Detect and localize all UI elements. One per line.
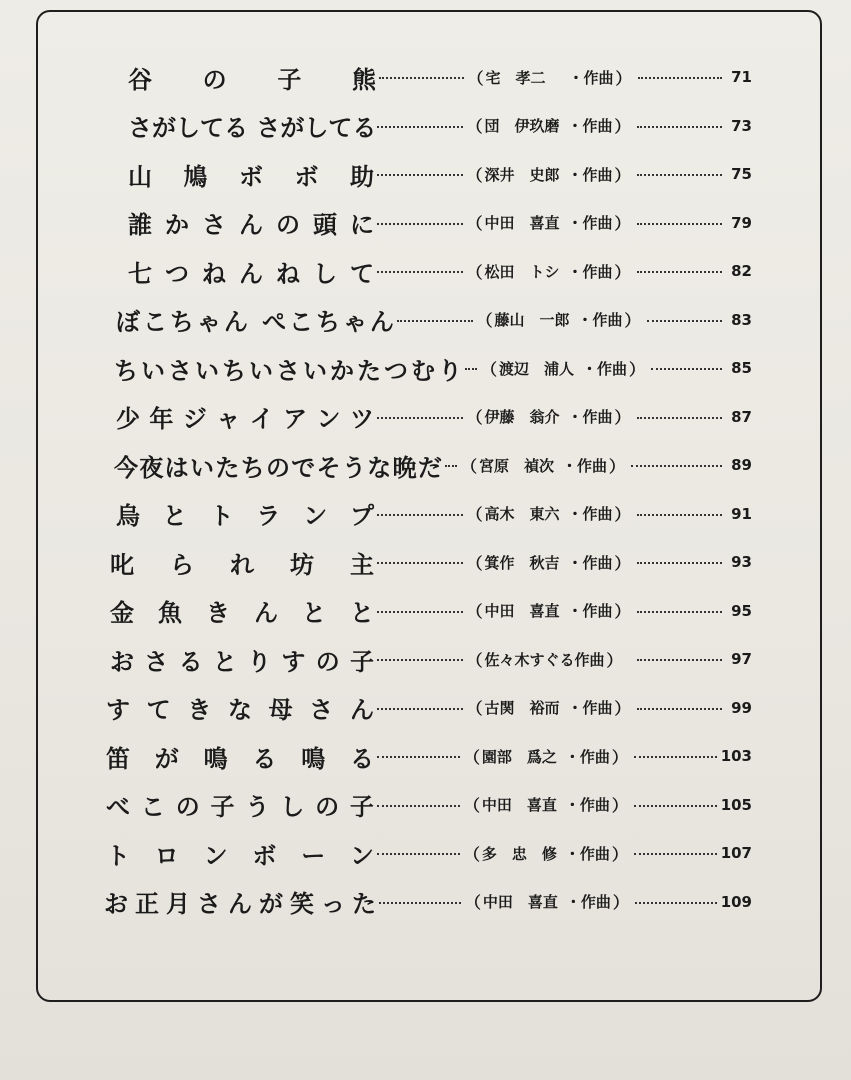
close-paren: ） (612, 893, 629, 913)
song-title: す て き な 母 さ ん (106, 696, 374, 725)
page-dot-leader (637, 514, 723, 516)
composer-credit (462, 745, 630, 768)
composer-credit (479, 357, 647, 380)
dot-leader (377, 271, 463, 273)
song-title: さ が し て る さ が し て る (128, 114, 377, 143)
page-dot-leader (637, 659, 723, 661)
page-number: 83 (731, 310, 752, 329)
dot-leader (379, 77, 464, 79)
composer-name: 高木 東六 (484, 505, 560, 524)
close-paren: ） (614, 699, 631, 719)
composer-role: ・作曲 (567, 602, 613, 621)
composer-credit (459, 454, 627, 477)
dot-leader (377, 805, 460, 807)
page-number: 89 (731, 456, 752, 475)
close-paren: ） (624, 311, 641, 331)
composer-credit (465, 114, 633, 137)
close-paren: ） (614, 553, 631, 573)
open-paren: （ (466, 602, 483, 622)
open-paren: （ (464, 893, 481, 913)
close-paren: ） (611, 747, 628, 767)
close-paren: ） (614, 602, 631, 622)
composer-name: 園部 爲之 (481, 747, 557, 766)
dot-leader (377, 514, 463, 516)
composer-name: 渡辺 浦人 (499, 359, 575, 378)
page-number: 105 (720, 795, 752, 814)
composer-name: 多 忠 修 (481, 844, 557, 863)
page-dot-leader (635, 902, 717, 904)
dot-leader (377, 611, 463, 613)
page-dot-leader (651, 368, 722, 370)
open-paren: （ (466, 699, 483, 719)
page-number: 85 (731, 359, 752, 378)
page-dot-leader (634, 853, 717, 855)
page-number: 99 (731, 698, 752, 717)
composer-name: 中田 喜直 (484, 602, 560, 621)
composer-credit (465, 696, 633, 719)
page-number: 75 (731, 165, 752, 184)
page-dot-leader (637, 611, 723, 613)
composer-role: ・作曲 (567, 117, 613, 136)
toc-entry (104, 878, 752, 927)
composer-name: 中田 喜直 (482, 893, 558, 912)
song-title: ぼ こ ち ゃ ん ぺ こ ち ゃ ん (116, 308, 394, 337)
close-paren: ） (614, 214, 631, 234)
open-paren: （ (481, 359, 498, 379)
table-of-contents (104, 53, 752, 949)
composer-role: ・作曲 (565, 893, 611, 912)
song-title: 谷 の 子 熊 (128, 65, 376, 94)
song-title: べ こ の 子 う し の 子 (106, 793, 374, 822)
open-paren: （ (463, 844, 480, 864)
close-paren: ） (608, 456, 625, 476)
open-paren: （ (466, 650, 483, 670)
composer-credit (465, 599, 633, 622)
toc-entry (104, 296, 752, 345)
close-paren: ） (614, 408, 631, 428)
dot-leader (377, 659, 463, 661)
dot-leader (377, 562, 463, 564)
composer-role: ・作曲 (564, 844, 610, 863)
composer-role: ・作曲 (567, 699, 613, 718)
song-title: 少 年 ジ ャ イ ア ン ツ (116, 405, 374, 434)
composer-name: 藤山 一郎 (494, 311, 570, 330)
composer-role: ・作曲 (577, 311, 623, 330)
open-paren: （ (466, 165, 483, 185)
open-paren: （ (466, 262, 483, 282)
toc-entry (104, 829, 752, 878)
song-title: 今 夜 は い た ち の で そ う な 晩 だ (114, 453, 442, 482)
page-dot-leader (637, 562, 723, 564)
composer-role: ・作曲 (568, 68, 614, 87)
composer-credit (466, 66, 634, 89)
composer-credit (465, 211, 633, 234)
open-paren: （ (466, 117, 483, 137)
open-paren: （ (466, 505, 483, 525)
composer-credit (465, 648, 633, 671)
dot-leader (377, 708, 463, 710)
song-title: 金 魚 き ん と と (110, 599, 374, 628)
page-dot-leader (637, 271, 723, 273)
page-number: 109 (720, 892, 752, 911)
page-dot-leader (638, 77, 723, 79)
composer-role: ・作曲 (567, 165, 613, 184)
song-title: ト ロ ン ボ ー ン (106, 841, 374, 870)
close-paren: ） (614, 165, 631, 185)
composer-role: ・作曲 (567, 505, 613, 524)
toc-entry (104, 199, 752, 248)
page-number: 82 (731, 262, 752, 281)
song-title: お さ る と り す の 子 (110, 647, 374, 676)
dot-leader (379, 902, 461, 904)
toc-entry (104, 538, 752, 587)
toc-entry (104, 150, 752, 199)
page-number: 87 (731, 407, 752, 426)
open-paren: （ (466, 553, 483, 573)
page-dot-leader (637, 174, 723, 176)
close-paren: ） (614, 117, 631, 137)
composer-role: ・作曲 (567, 214, 613, 233)
page-number: 103 (720, 747, 752, 766)
open-paren: （ (476, 311, 493, 331)
open-paren: （ (467, 68, 484, 88)
composer-name: 伊藤 翁介 (484, 408, 560, 427)
composer-role: ・作曲 (564, 796, 610, 815)
page-dot-leader (647, 320, 723, 322)
open-paren: （ (463, 796, 480, 816)
composer-name: 中田 喜直 (481, 796, 557, 815)
toc-entry (104, 393, 752, 442)
toc-entry (104, 344, 752, 393)
close-paren: ） (611, 796, 628, 816)
composer-role: 作曲 (574, 650, 605, 669)
song-title: ち い さ い ち い さ い か た つ む り (114, 356, 462, 385)
close-paren: ） (614, 262, 631, 282)
composer-role: ・作曲 (564, 747, 610, 766)
composer-role: ・作曲 (567, 408, 613, 427)
composer-role: ・作曲 (567, 262, 613, 281)
close-paren: ） (615, 68, 632, 88)
open-paren: （ (461, 456, 478, 476)
open-paren: （ (466, 408, 483, 428)
dot-leader (377, 174, 463, 176)
toc-entry (104, 635, 752, 684)
dot-leader (377, 756, 460, 758)
page-number: 107 (720, 844, 752, 863)
page-number: 71 (731, 68, 752, 87)
composer-name: 古関 裕而 (484, 699, 560, 718)
toc-entry (104, 684, 752, 733)
composer-name: 深井 史郎 (484, 165, 560, 184)
dot-leader (445, 465, 457, 467)
composer-name: 宮原 禎次 (479, 456, 555, 475)
composer-credit (465, 405, 633, 428)
composer-credit (465, 502, 633, 525)
page-number: 95 (731, 601, 752, 620)
dot-leader (397, 320, 473, 322)
page-number: 79 (731, 213, 752, 232)
toc-entry (104, 781, 752, 830)
song-title: 笛 が 鳴 る 鳴 る (106, 744, 374, 773)
composer-name: 宅 孝二 (485, 68, 546, 87)
page-dot-leader (634, 805, 717, 807)
page-number: 73 (731, 116, 752, 135)
open-paren: （ (463, 747, 480, 767)
page-dot-leader (637, 223, 723, 225)
song-title: 叱 ら れ 坊 主 (110, 550, 374, 579)
dot-leader (465, 368, 477, 370)
dot-leader (377, 853, 460, 855)
toc-entry (104, 247, 752, 296)
open-paren: （ (466, 214, 483, 234)
close-paren: ） (611, 844, 628, 864)
composer-credit (465, 163, 633, 186)
song-title: 烏 と ト ラ ン プ (116, 502, 374, 531)
composer-credit (465, 260, 633, 283)
dot-leader (377, 417, 463, 419)
song-title: 誰 か さ ん の 頭 に (128, 211, 374, 240)
toc-entry (104, 53, 752, 102)
composer-credit (475, 308, 643, 331)
toc-entry (104, 441, 752, 490)
composer-name: 松田 トシ (484, 262, 560, 281)
composer-name: 佐々木すぐる (484, 650, 575, 669)
toc-entry (104, 587, 752, 636)
composer-credit (462, 793, 630, 816)
page-dot-leader (637, 708, 723, 710)
composer-role: ・作曲 (581, 359, 627, 378)
composer-name: 箕作 秋吉 (484, 553, 560, 572)
composer-name: 団 伊玖磨 (484, 117, 560, 136)
composer-role: ・作曲 (567, 553, 613, 572)
dot-leader (377, 223, 463, 225)
composer-credit (462, 842, 630, 865)
page-number: 97 (731, 650, 752, 669)
page-dot-leader (637, 417, 723, 419)
composer-role: ・作曲 (561, 456, 607, 475)
dot-leader (377, 126, 463, 128)
composer-credit (465, 551, 633, 574)
toc-entry (104, 732, 752, 781)
close-paren: ） (606, 650, 623, 670)
page-dot-leader (634, 756, 717, 758)
page-dot-leader (637, 126, 723, 128)
toc-entry (104, 102, 752, 151)
close-paren: ） (614, 505, 631, 525)
page-number: 93 (731, 553, 752, 572)
composer-name: 中田 喜直 (484, 214, 560, 233)
page-dot-leader (631, 465, 722, 467)
page-number: 91 (731, 504, 752, 523)
composer-credit (463, 890, 631, 913)
toc-entry (104, 490, 752, 539)
close-paren: ） (628, 359, 645, 379)
song-title: 七 つ ね ん ね し て (128, 259, 374, 288)
song-title: 山 鳩 ボ ボ 助 (128, 162, 374, 191)
song-title: お 正 月 さ ん が 笑 っ た (104, 890, 376, 919)
